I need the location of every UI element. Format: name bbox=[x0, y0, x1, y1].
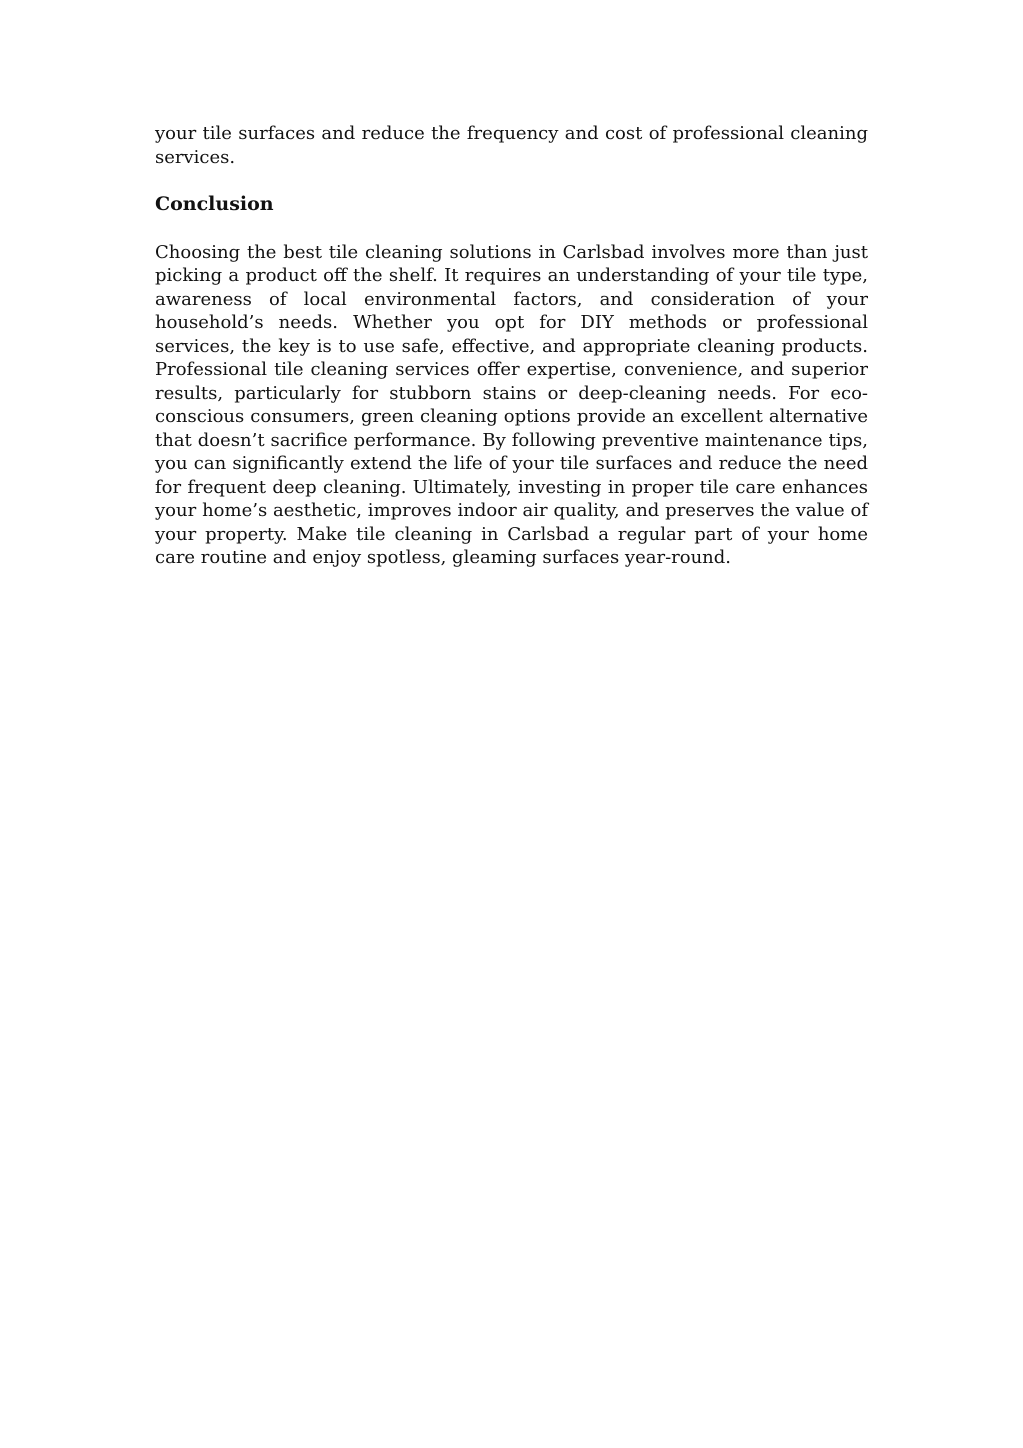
conclusion-paragraph: Choosing the best tile cleaning solutions in Carlsbad involves more than just picking a product off the shelf. It requires an understanding of your tile type, awareness of local environmental factors, and consideration of your household’s needs. Whether you opt for DIY methods or professional services, the key is to use safe, effective, and appropriate cleaning products. Professional tile cleaning services offer expertise, convenience, and superior results, particularly for stubborn stains or deep-cleaning needs. For eco-conscious consumers, green cleaning options provide an excellent alternative that doesn’t sacrifice performance. By following preventive maintenance tips, you can significantly extend the life of your tile surfaces and reduce the need for frequent deep cleaning. Ultimately, investing in proper tile care enhances your home’s aesthetic, improves indoor air quality, and preserves the value of your property. Make tile cleaning in Carlsbad a regular part of your home care routine and enjoy spotless, gleaming surfaces year-round. bbox=[155, 241, 868, 568]
page-content bbox=[155, 122, 868, 570]
section-heading-conclusion: Conclusion bbox=[155, 193, 274, 215]
intro-paragraph: your tile surfaces and reduce the frequency and cost of professional cleaning services. bbox=[155, 123, 868, 168]
